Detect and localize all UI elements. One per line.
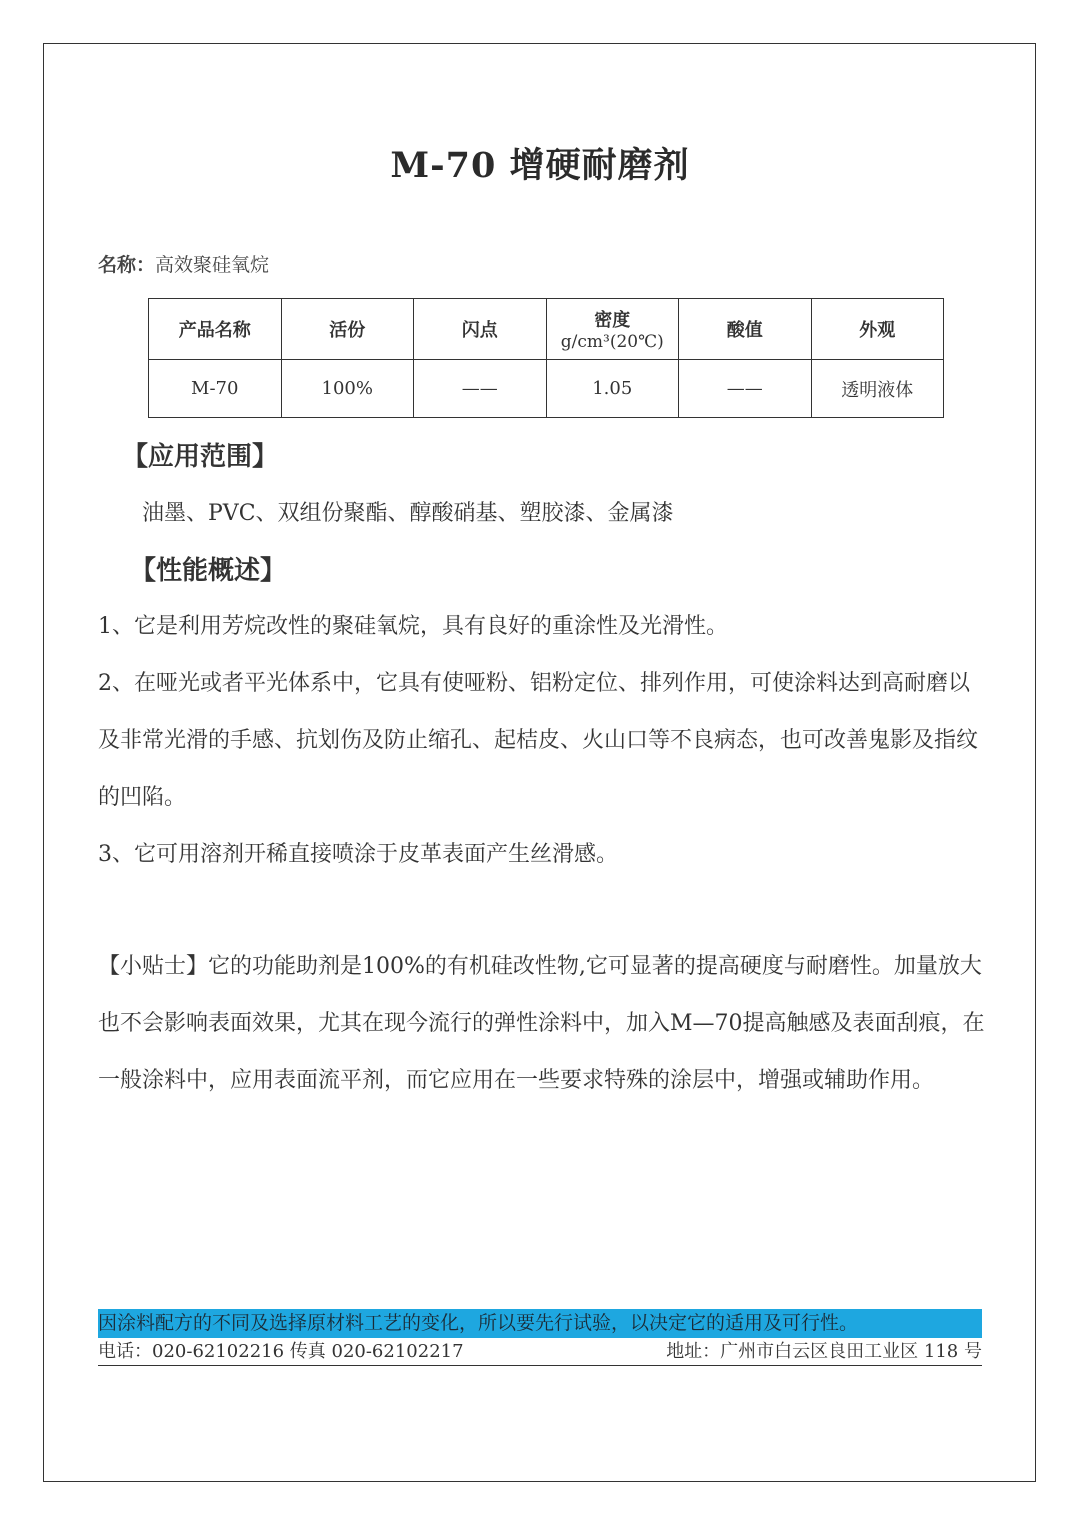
address: 地址：广州市白云区良田工业区 118 号 — [666, 1341, 982, 1362]
document-title: M-70 增硬耐磨剂 — [390, 145, 690, 186]
applications-heading: 【应用范围】 — [122, 442, 279, 472]
header-flash-point: 闪点 — [414, 299, 547, 360]
contact-line — [98, 1339, 982, 1366]
performance-item-1: 1、它是利用芳烷改性的聚硅氧烷，具有良好的重涂性及光滑性。 — [98, 614, 728, 639]
product-name-line — [98, 250, 269, 277]
performance-heading: 【性能概述】 — [130, 556, 287, 586]
density-label: 密度 — [594, 310, 631, 331]
header-acid-value: 酸值 — [679, 299, 812, 360]
spec-table — [148, 298, 944, 418]
cell-product-name: M-70 — [149, 360, 282, 418]
name-label: 名称： — [98, 254, 156, 276]
density-unit: g/cm³(20℃) — [560, 332, 664, 352]
cell-flash-point: —— — [414, 360, 547, 418]
disclaimer-highlight: 因涂料配方的不同及选择原材料工艺的变化，所以要先行试验，以决定它的适用及可行性。 — [98, 1309, 982, 1338]
table-row — [149, 360, 944, 418]
cell-appearance: 透明液体 — [811, 360, 944, 418]
header-density — [546, 299, 679, 360]
cell-active-content: 100% — [281, 360, 414, 418]
header-appearance: 外观 — [811, 299, 944, 360]
table-header-row — [149, 299, 944, 360]
performance-item-3: 3、它可用溶剂开稀直接喷涂于皮革表面产生丝滑感。 — [98, 842, 618, 867]
cell-acid-value: —— — [679, 360, 812, 418]
performance-item-2: 2、在哑光或者平光体系中，它具有使哑粉、铝粉定位、排列作用，可使涂料达到高耐磨以及非常光滑的手感、抗划伤及防止缩孔、起桔皮、火山口等不良病态，也可改善鬼影及指纹的凹陷。 — [98, 671, 979, 810]
header-product-name: 产品名称 — [149, 299, 282, 360]
header-active-content: 活份 — [281, 299, 414, 360]
applications-text: 油墨、PVC、双组份聚酯、醇酸硝基、塑胶漆、金属漆 — [142, 501, 674, 526]
name-value: 高效聚硅氧烷 — [155, 254, 270, 276]
phone-fax: 电话：020-62102216 传真 020-62102217 — [98, 1341, 464, 1362]
tip-paragraph: 【小贴士】它的功能助剂是100%的有机硅改性物,它可显著的提高硬度与耐磨性。加量放大也不会影响表面效果，尤其在现今流行的弹性涂料中，加入M—70提高触感及表面刮痕，在一般涂料中，应用表面流平剂，而它应用在一些要求特殊的涂层中，增强或辅助作用。 — [98, 954, 985, 1093]
cell-density: 1.05 — [546, 360, 679, 418]
